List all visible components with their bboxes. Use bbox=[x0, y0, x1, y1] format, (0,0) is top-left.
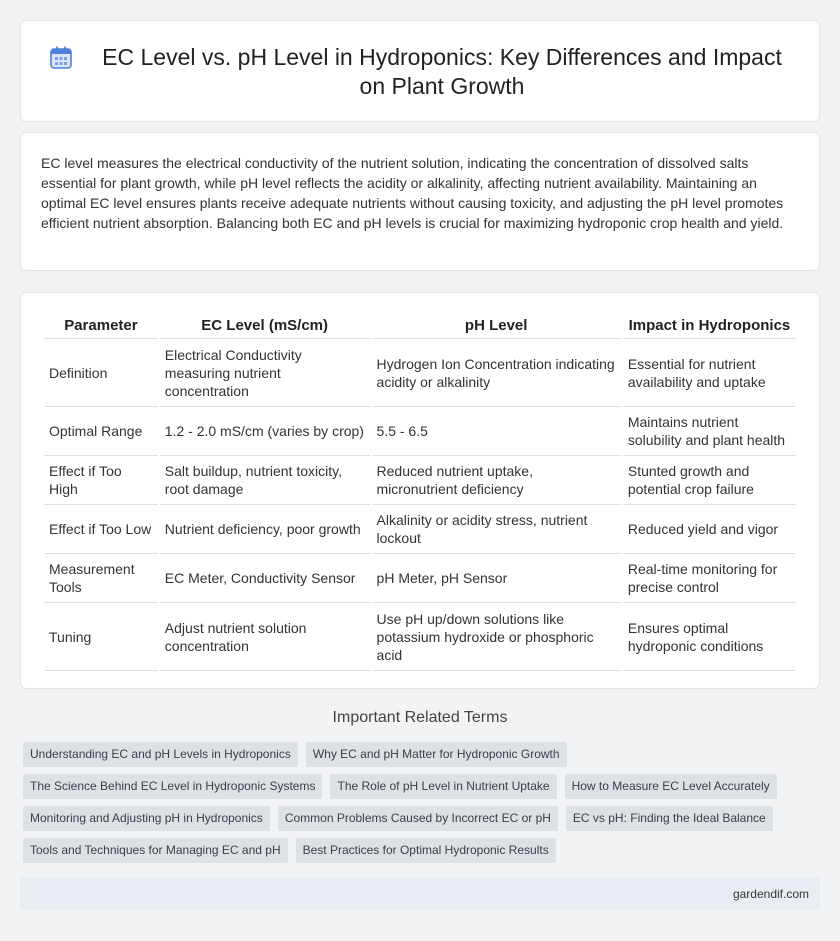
table-cell: Reduced yield and vigor bbox=[623, 505, 796, 554]
related-term-link[interactable]: Monitoring and Adjusting pH in Hydroponics bbox=[23, 806, 270, 831]
table-cell: Measurement Tools bbox=[44, 554, 158, 603]
table-row bbox=[44, 456, 796, 505]
table-cell: Maintains nutrient solubility and plant health bbox=[623, 407, 796, 456]
calendar-icon bbox=[50, 46, 72, 70]
related-term-link[interactable]: The Science Behind EC Level in Hydroponic Systems bbox=[23, 774, 322, 799]
related-term-link[interactable]: Common Problems Caused by Incorrect EC or pH bbox=[278, 806, 558, 831]
table-row bbox=[44, 603, 796, 671]
table-cell: Adjust nutrient solution concentration bbox=[160, 603, 370, 671]
table-cell: pH Meter, pH Sensor bbox=[372, 554, 621, 603]
table-cell: Essential for nutrient availability and uptake bbox=[623, 339, 796, 407]
table-header-row bbox=[44, 313, 796, 339]
comparison-table bbox=[42, 313, 798, 671]
table-cell: Reduced nutrient uptake, micronutrient deficiency bbox=[372, 456, 621, 505]
table-cell: Optimal Range bbox=[44, 407, 158, 456]
table-row bbox=[44, 407, 796, 456]
related-term-link[interactable]: Understanding EC and pH Levels in Hydroponics bbox=[23, 742, 298, 767]
table-row bbox=[44, 505, 796, 554]
column-header: Impact in Hydroponics bbox=[623, 313, 796, 339]
table-cell: Ensures optimal hydroponic conditions bbox=[623, 603, 796, 671]
column-header: pH Level bbox=[372, 313, 621, 339]
column-header: EC Level (mS/cm) bbox=[160, 313, 370, 339]
related-term-link[interactable]: Best Practices for Optimal Hydroponic Results bbox=[296, 838, 556, 863]
table-cell: Effect if Too High bbox=[44, 456, 158, 505]
table-cell: Tuning bbox=[44, 603, 158, 671]
table-cell: 5.5 - 6.5 bbox=[372, 407, 621, 456]
related-term-link[interactable]: How to Measure EC Level Accurately bbox=[565, 774, 777, 799]
related-term-link[interactable]: Tools and Techniques for Managing EC and pH bbox=[23, 838, 288, 863]
table-cell: Alkalinity or acidity stress, nutrient lockout bbox=[372, 505, 621, 554]
table-cell: Real-time monitoring for precise control bbox=[623, 554, 796, 603]
site-name[interactable]: gardendif.com bbox=[732, 887, 809, 901]
table-cell: Hydrogen Ion Concentration indicating acidity or alkalinity bbox=[372, 339, 621, 407]
page-title: EC Level vs. pH Level in Hydroponics: Key Differences and Impact on Plant Growth bbox=[102, 44, 782, 99]
table-cell: Use pH up/down solutions like potassium hydroxide or phosphoric acid bbox=[372, 603, 621, 671]
intro-card bbox=[20, 132, 820, 271]
footer bbox=[20, 878, 820, 910]
intro-paragraph: EC level measures the electrical conductivity of the nutrient solution, indicating the concentration of dissolved salts essential for plant growth, while pH level reflects the acidity or alkalinity, affecting nutrient availability. Maintaining an optimal EC level ensures plants receive adequate nutrients without causing toxicity, and adjusting the pH level promotes efficient nutrient absorption. Balancing both EC and pH levels is crucial for maximizing hydroponic crop health and yield. bbox=[41, 155, 784, 231]
related-tags-row bbox=[23, 838, 556, 863]
table-cell: Electrical Conductivity measuring nutrient concentration bbox=[160, 339, 370, 407]
title-card bbox=[20, 20, 820, 122]
comparison-table-card bbox=[20, 292, 820, 689]
related-tags-row bbox=[23, 742, 567, 767]
column-header: Parameter bbox=[44, 313, 158, 339]
related-tags-row bbox=[23, 806, 773, 831]
table-row bbox=[44, 339, 796, 407]
related-term-link[interactable]: The Role of pH Level in Nutrient Uptake bbox=[330, 774, 556, 799]
related-tags-row bbox=[23, 774, 777, 799]
table-cell: Salt buildup, nutrient toxicity, root damage bbox=[160, 456, 370, 505]
table-cell: Effect if Too Low bbox=[44, 505, 158, 554]
table-cell: Nutrient deficiency, poor growth bbox=[160, 505, 370, 554]
table-cell: EC Meter, Conductivity Sensor bbox=[160, 554, 370, 603]
table-cell: Definition bbox=[44, 339, 158, 407]
related-term-link[interactable]: EC vs pH: Finding the Ideal Balance bbox=[566, 806, 773, 831]
table-cell: Stunted growth and potential crop failure bbox=[623, 456, 796, 505]
table-cell: 1.2 - 2.0 mS/cm (varies by crop) bbox=[160, 407, 370, 456]
table-row bbox=[44, 554, 796, 603]
related-terms-title: Important Related Terms bbox=[332, 709, 508, 726]
related-term-link[interactable]: Why EC and pH Matter for Hydroponic Growth bbox=[306, 742, 567, 767]
